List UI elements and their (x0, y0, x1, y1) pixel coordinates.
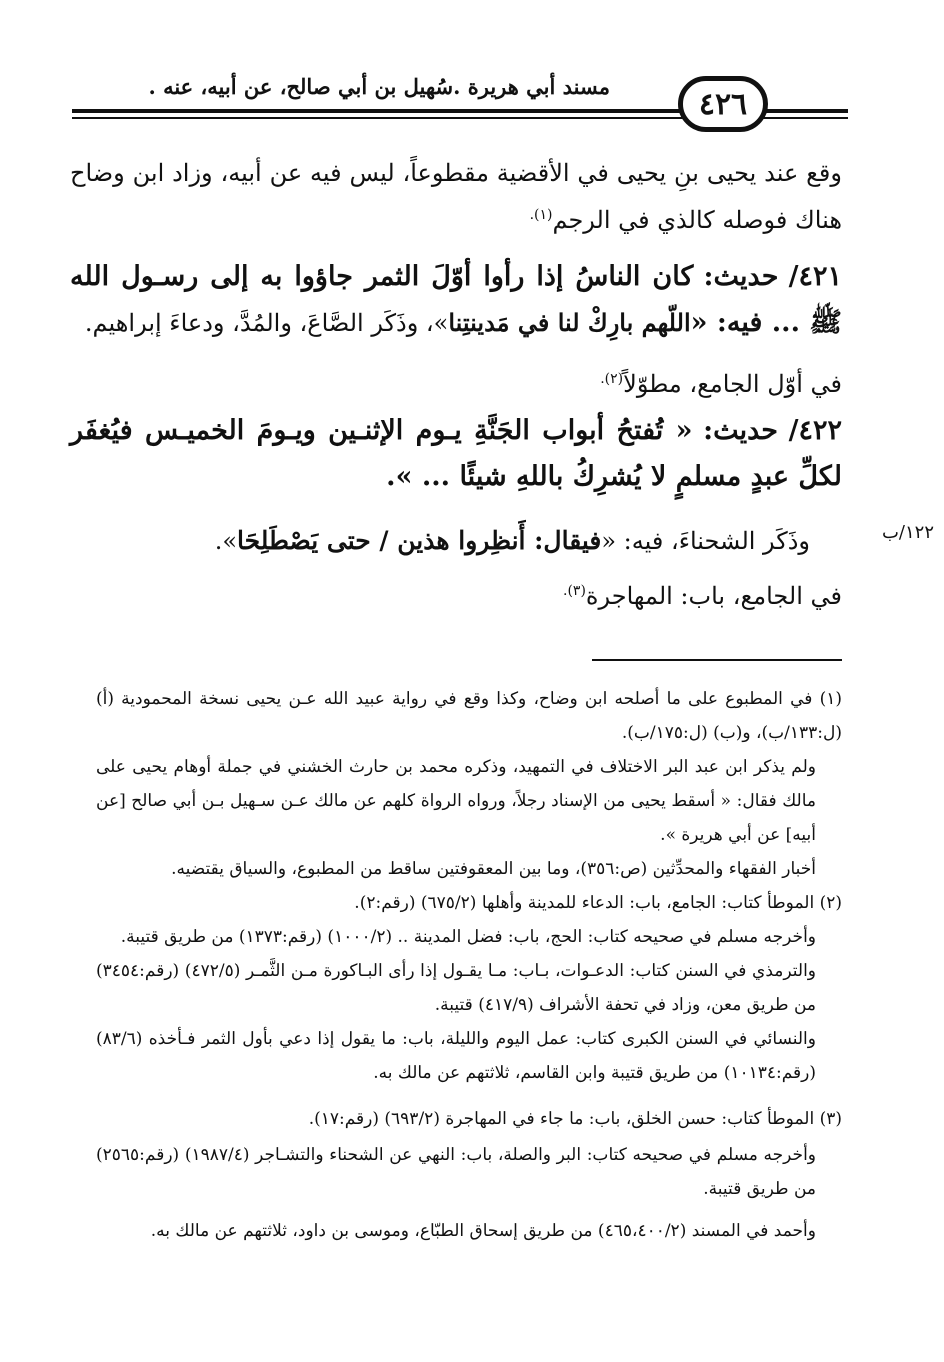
footnote-1-para: ولم يذكر ابن عبد البر الاختلاف في التمهيد، وذكره محمد بن حارث الخشني في جملة أوهام يحيى على مالك فقال: « أسقط يحيى من الإسناد رجلاً، ورواه الرواة كلهم عن مالك عـن سـهيل بـن أبي صالح [عن أبيه] عن أبي هريرة ». (96, 757, 816, 845)
footnote-2: (٢) الموطأ كتاب: الجامع، باب: الدعاء للمدينة وأهلها (٦٧٥/٢) (رقم:٢). (354, 893, 842, 913)
hadith-quote: اللّهم بارِكْ لنا في مَدينتِنا (448, 308, 691, 337)
footnote-ref: (٣). (563, 583, 586, 599)
footnote-2-para: وأخرجه مسلم في صحيحه كتاب: الحج، باب: فضل المدينة .. (١٠٠٠/٢) (رقم:١٣٧٣) من طريق قتيبة. (120, 927, 816, 947)
footnote-3-para: وأخرجه مسلم في صحيحه كتاب: البر والصلة، باب: النهي عن الشحناء والتشـاجر (١٩٨٧/٤) (رقم:٢٥٦٥) من طريق قتيبة. (96, 1145, 816, 1199)
paragraph-text: وقع عند يحيى بنِ يحيى في الأقضية مقطوعاً، ليس فيه عن أبيه، وزاد ابن وضاح هناك فوصله كالذي في الرجم (70, 159, 842, 234)
manuscript-folio-note: ١٢٢/ب (881, 522, 934, 543)
location-text: في الجامع، باب: المهاجرة (585, 582, 842, 610)
page-number: ٤٢٦ (698, 86, 748, 122)
hadith-rest: »، وذَكَر الصَّاعَ، والمُدَّ، ودعاءَ إبراهيم. (84, 309, 449, 337)
footnote-1-para: أخبار الفقهاء والمحدِّثين (ص:٣٥٦)، وما بين المعقوفتين ساقط من المطبوع، والسياق يقتضيه. (171, 859, 816, 879)
footnote-3: (٣) الموطأ كتاب: حسن الخلق، باب: ما جاء في المهاجرة (٦٩٣/٢) (رقم:١٧). (308, 1109, 842, 1129)
footnote-ref: (٢). (600, 371, 624, 387)
hadith-422-mention (70, 520, 810, 562)
footnote-separator (592, 659, 842, 661)
hadith-number: ٤٢٢/ (788, 415, 842, 446)
paragraph-continuation (70, 152, 842, 241)
hadith-quote: فيقال: أَنظِروا هذين / حتى يَصْطَلِحَا (237, 526, 602, 555)
location-text: في أوّل الجامع، مطوّلاً (623, 370, 842, 398)
mention-text: وذَكَر الشحناءَ، فيه: « (601, 527, 810, 555)
page-number-badge (678, 76, 768, 132)
hadith-text: « تُفتحُ أبواب الجَنَّةِ يـوم الإثنـين ويـومَ الخميـس فيُغفَر لكلِّ عبدٍ مسلمٍ لا يُشرِكُ باللهِ شيئًا ... ». (70, 415, 842, 492)
hadith-number: ٤٢١/ (788, 261, 842, 292)
hadith-422 (70, 408, 842, 500)
footnote-3-para: وأحمد في المسند (٤٦٥،٤٠٠/٢) من طريق إسحاق الطبّاع، وموسى بن داود، ثلاثتهم عن مالك به. (150, 1221, 816, 1241)
hadith-keyword: حديث: (703, 261, 779, 292)
footnote-1: (١) في المطبوع على ما أصلحه ابن وضاح، وكذا وقع في رواية عبيد الله عـن يحيى نسخة المحمودية (أ) (ل:١٣٣/ب)، و(ب) (ل:١٧٥/ب). (96, 689, 842, 743)
hadith-422-location (70, 570, 842, 617)
running-title: مسند أبي هريرة .سُهيل بن أبي صالح، عن أبيه، عنه . (148, 74, 610, 99)
footnote-2-para: والترمذي في السنن كتاب: الدعـوات، بـاب: مـا يقـول إذا رأى البـاكورة مـن الثَّمـر (٤٧٢/٥) (رقم:٣٤٥٤) من طريق معن، وزاد في تحفة الأشراف (٤١٧/٩) قتيبة. (96, 961, 816, 1015)
hadith-text: كان الناسُ إذا رأوا أوّلَ الثمر جاؤوا به إلى رسـول الله ﷺ ... فيه: « (70, 261, 842, 338)
footnote-ref: (١). (529, 207, 553, 223)
hadith-421 (70, 254, 842, 346)
hadith-keyword: حديث: (703, 415, 778, 446)
hadith-421-location (70, 358, 842, 405)
mention-end: ». (214, 527, 237, 555)
footnote-2-para: والنسائي في السنن الكبرى كتاب: عمل اليوم والليلة، باب: ما يقول إذا دعي بأول الثمر فـأخذه (٨٣/٦) (رقم:١٠١٣٤) من طريق قتيبة وابن القاسم، ثلاثتهم عن مالك به. (96, 1029, 816, 1083)
